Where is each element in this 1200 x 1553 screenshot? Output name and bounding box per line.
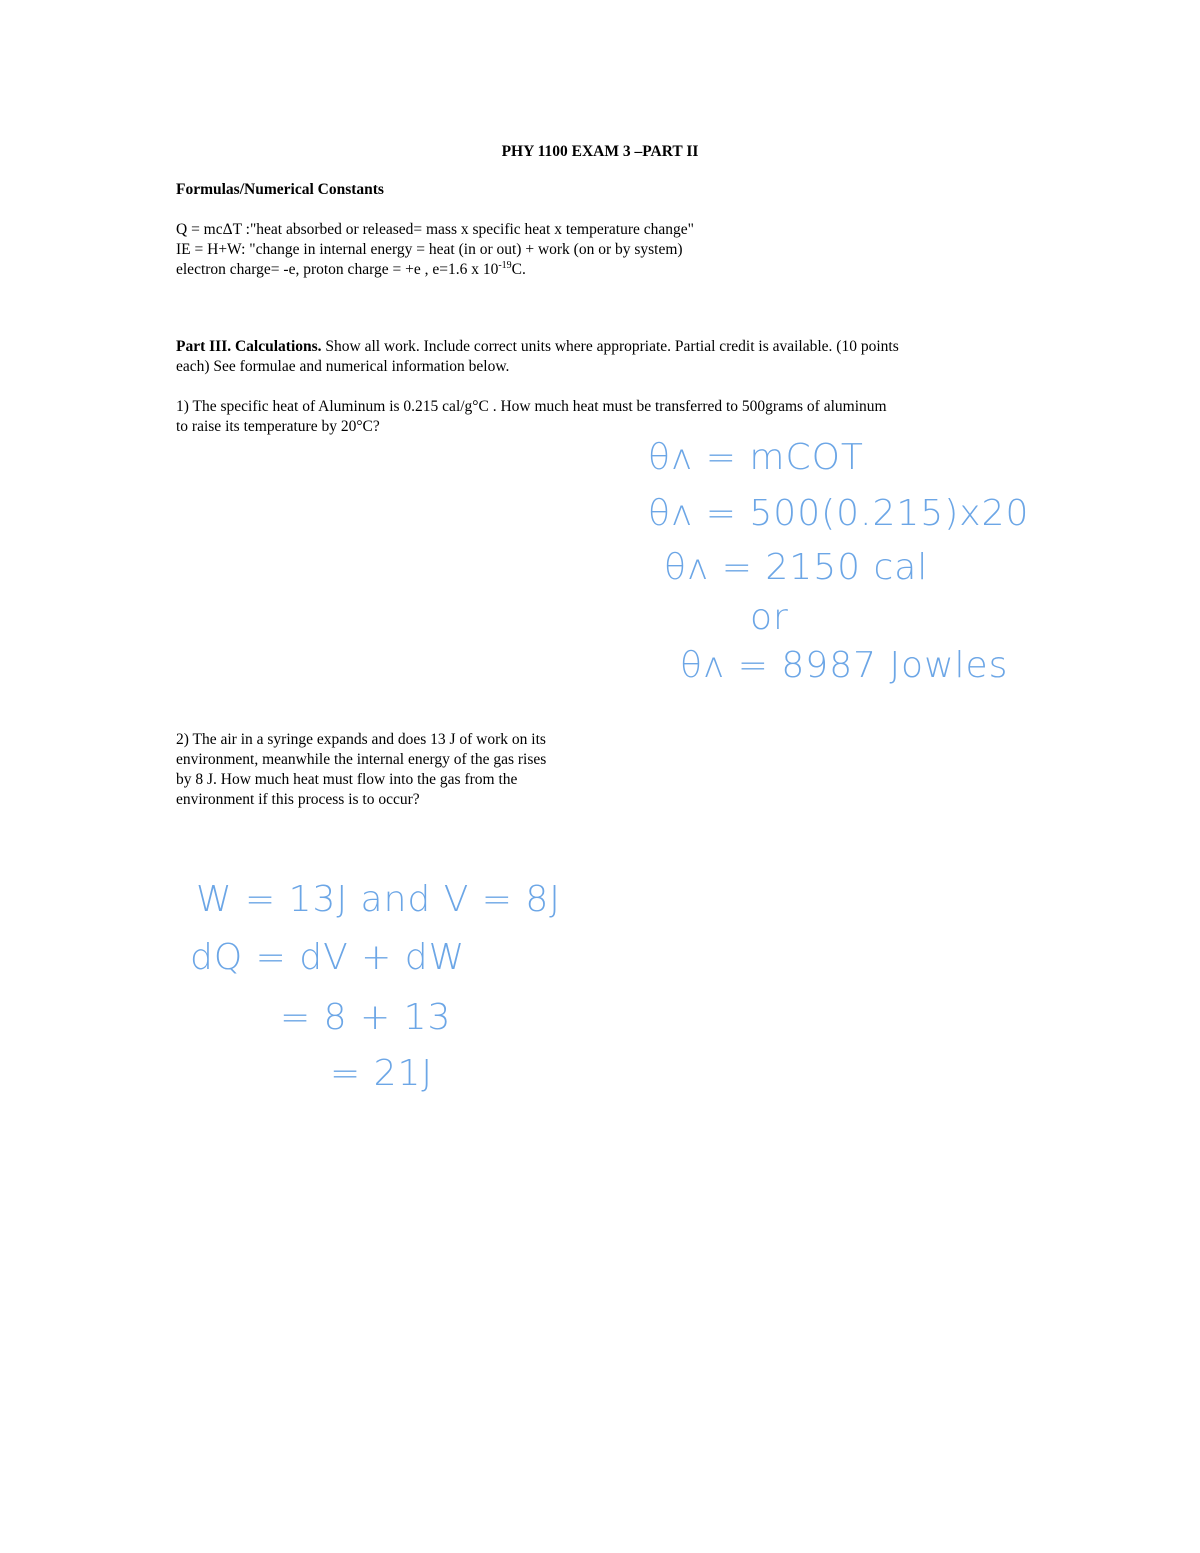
question2-text: 2) The air in a syringe expands and does 13 J of work on its — [176, 731, 546, 748]
question1-text: 1) The specific heat of Aluminum is 0.215 cal/g°C . How much heat must be transferred to 500grams of aluminum — [176, 398, 887, 415]
part3-instructions-cont: each) See formulae and numerical information below. — [176, 358, 510, 375]
question1-text-cont: to raise its temperature by 20°C? — [176, 418, 380, 435]
charge-unit: C. — [511, 261, 526, 278]
answer1-handwritten-line: θʌ = 500(0.215)x20 — [648, 493, 1030, 534]
charge-text: electron charge= -e, proton charge = +e , e=1.6 x 10 — [176, 261, 499, 278]
question2-text: environment, meanwhile the internal energy of the gas rises — [176, 751, 547, 768]
answer2-handwritten-line: = 21J — [330, 1053, 434, 1094]
question2-text: environment if this process is to occur? — [176, 791, 420, 808]
answer2-handwritten-line: dQ = dV + dW — [190, 937, 466, 978]
answer2-handwritten-line: W = 13J and V = 8J — [196, 879, 561, 920]
formula-internal-energy: IE = H+W: "change in internal energy = heat (in or out) + work (on or by system) — [176, 241, 683, 258]
constant-charge — [176, 260, 526, 280]
answer1-handwritten-line: θʌ = 8987 Jowles — [680, 645, 1009, 686]
formula-heat: Q = mcΔT :"heat absorbed or released= mass x specific heat x temperature change" — [176, 221, 694, 238]
answer2-handwritten-line: = 8 + 13 — [280, 997, 452, 1038]
part3-instructions: Show all work. Include correct units where appropriate. Partial credit is available. (10 points — [321, 338, 899, 355]
answer1-handwritten-line: θʌ = 2150 cal — [664, 547, 929, 588]
answer1-handwritten-line: θʌ = mCOT — [648, 437, 864, 478]
question2-text: by 8 J. How much heat must flow into the gas from the — [176, 771, 518, 788]
part3-heading: Part III. Calculations. — [176, 338, 322, 355]
formulas-heading: Formulas/Numerical Constants — [176, 181, 384, 198]
exam-title: PHY 1100 EXAM 3 –PART II — [501, 143, 699, 160]
charge-exponent: -19 — [498, 260, 512, 271]
answer1-handwritten-line: or — [750, 597, 789, 638]
part3-intro — [176, 337, 899, 357]
